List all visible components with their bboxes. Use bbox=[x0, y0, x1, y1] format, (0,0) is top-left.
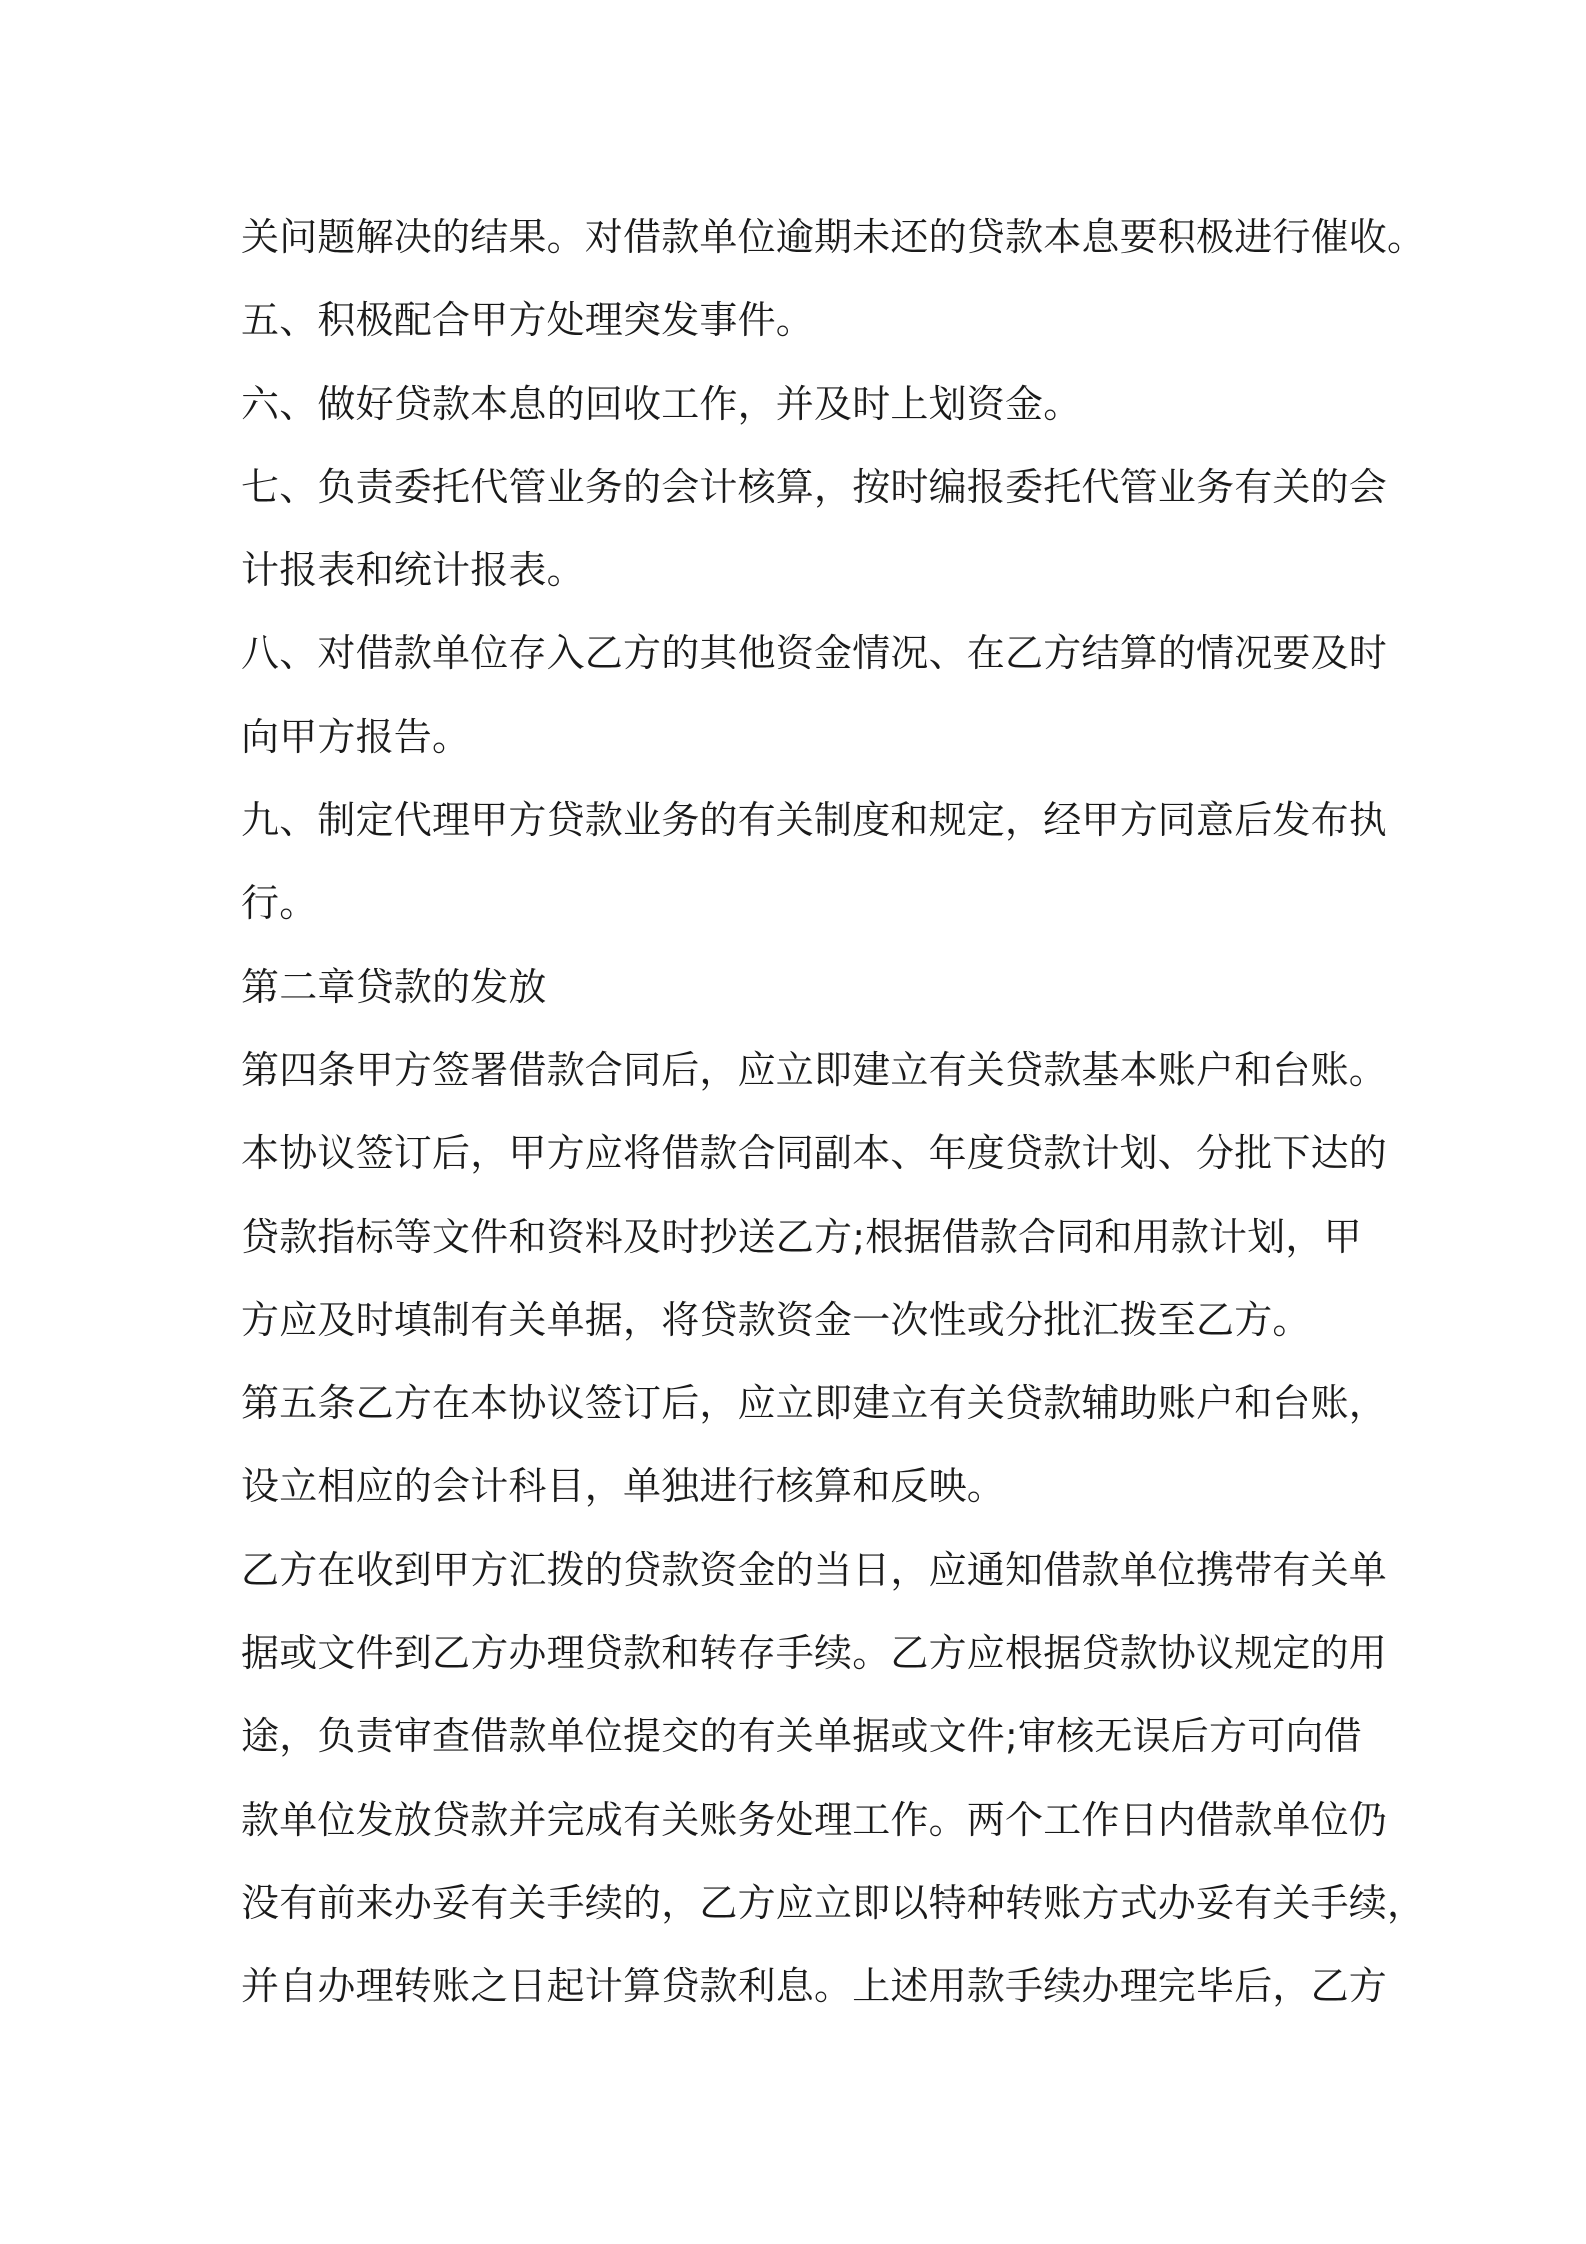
text-line: 方应及时填制有关单据，将贷款资金一次性或分批汇拨至乙方。 bbox=[241, 1297, 1311, 1342]
text-line: 并自办理转账之日起计算贷款利息。上述用款手续办理完毕后，乙方 bbox=[241, 1964, 1388, 2009]
text-line: 第五条乙方在本协议签订后，应立即建立有关贷款辅助账户和台账， bbox=[241, 1381, 1388, 1426]
text-line: 贷款指标等文件和资料及时抄送乙方;根据借款合同和用款计划，甲 bbox=[241, 1214, 1362, 1259]
text-line: 六、做好贷款本息的回收工作，并及时上划资金。 bbox=[241, 381, 1082, 426]
text-line: 据或文件到乙方办理贷款和转存手续。乙方应根据贷款协议规定的用 bbox=[241, 1631, 1388, 1676]
text-line: 八、对借款单位存入乙方的其他资金情况、在乙方结算的情况要及时 bbox=[241, 631, 1388, 676]
text-line: 本协议签订后，甲方应将借款合同副本、年度贷款计划、分批下达的 bbox=[241, 1131, 1388, 1176]
text-line: 关问题解决的结果。对借款单位逾期未还的贷款本息要积极进行催收。 bbox=[241, 215, 1426, 259]
text-line: 计报表和统计报表。 bbox=[241, 548, 585, 593]
text-line: 款单位发放贷款并完成有关账务处理工作。两个工作日内借款单位仍 bbox=[241, 1797, 1388, 1842]
chapter-heading: 第二章贷款的发放 bbox=[241, 964, 547, 1009]
text-line: 乙方在收到甲方汇拨的贷款资金的当日，应通知借款单位携带有关单 bbox=[241, 1547, 1388, 1592]
text-line: 没有前来办妥有关手续的，乙方应立即以特种转账方式办妥有关手续， bbox=[241, 1880, 1426, 1925]
text-line: 途，负责审查借款单位提交的有关单据或文件;审核无误后方可向借 bbox=[241, 1714, 1362, 1759]
text-line: 第四条甲方签署借款合同后，应立即建立有关贷款基本账户和台账。 bbox=[241, 1047, 1388, 1092]
text-line: 行。 bbox=[241, 881, 318, 926]
text-line: 九、制定代理甲方贷款业务的有关制度和规定，经甲方同意后发布执 bbox=[241, 798, 1388, 843]
text-line: 设立相应的会计科目，单独进行核算和反映。 bbox=[241, 1464, 1006, 1509]
text-line: 七、负责委托代管业务的会计核算，按时编报委托代管业务有关的会 bbox=[241, 464, 1388, 509]
document-body bbox=[241, 196, 1426, 2029]
text-line: 向甲方报告。 bbox=[241, 714, 471, 759]
text-line: 五、积极配合甲方处理突发事件。 bbox=[241, 298, 815, 343]
